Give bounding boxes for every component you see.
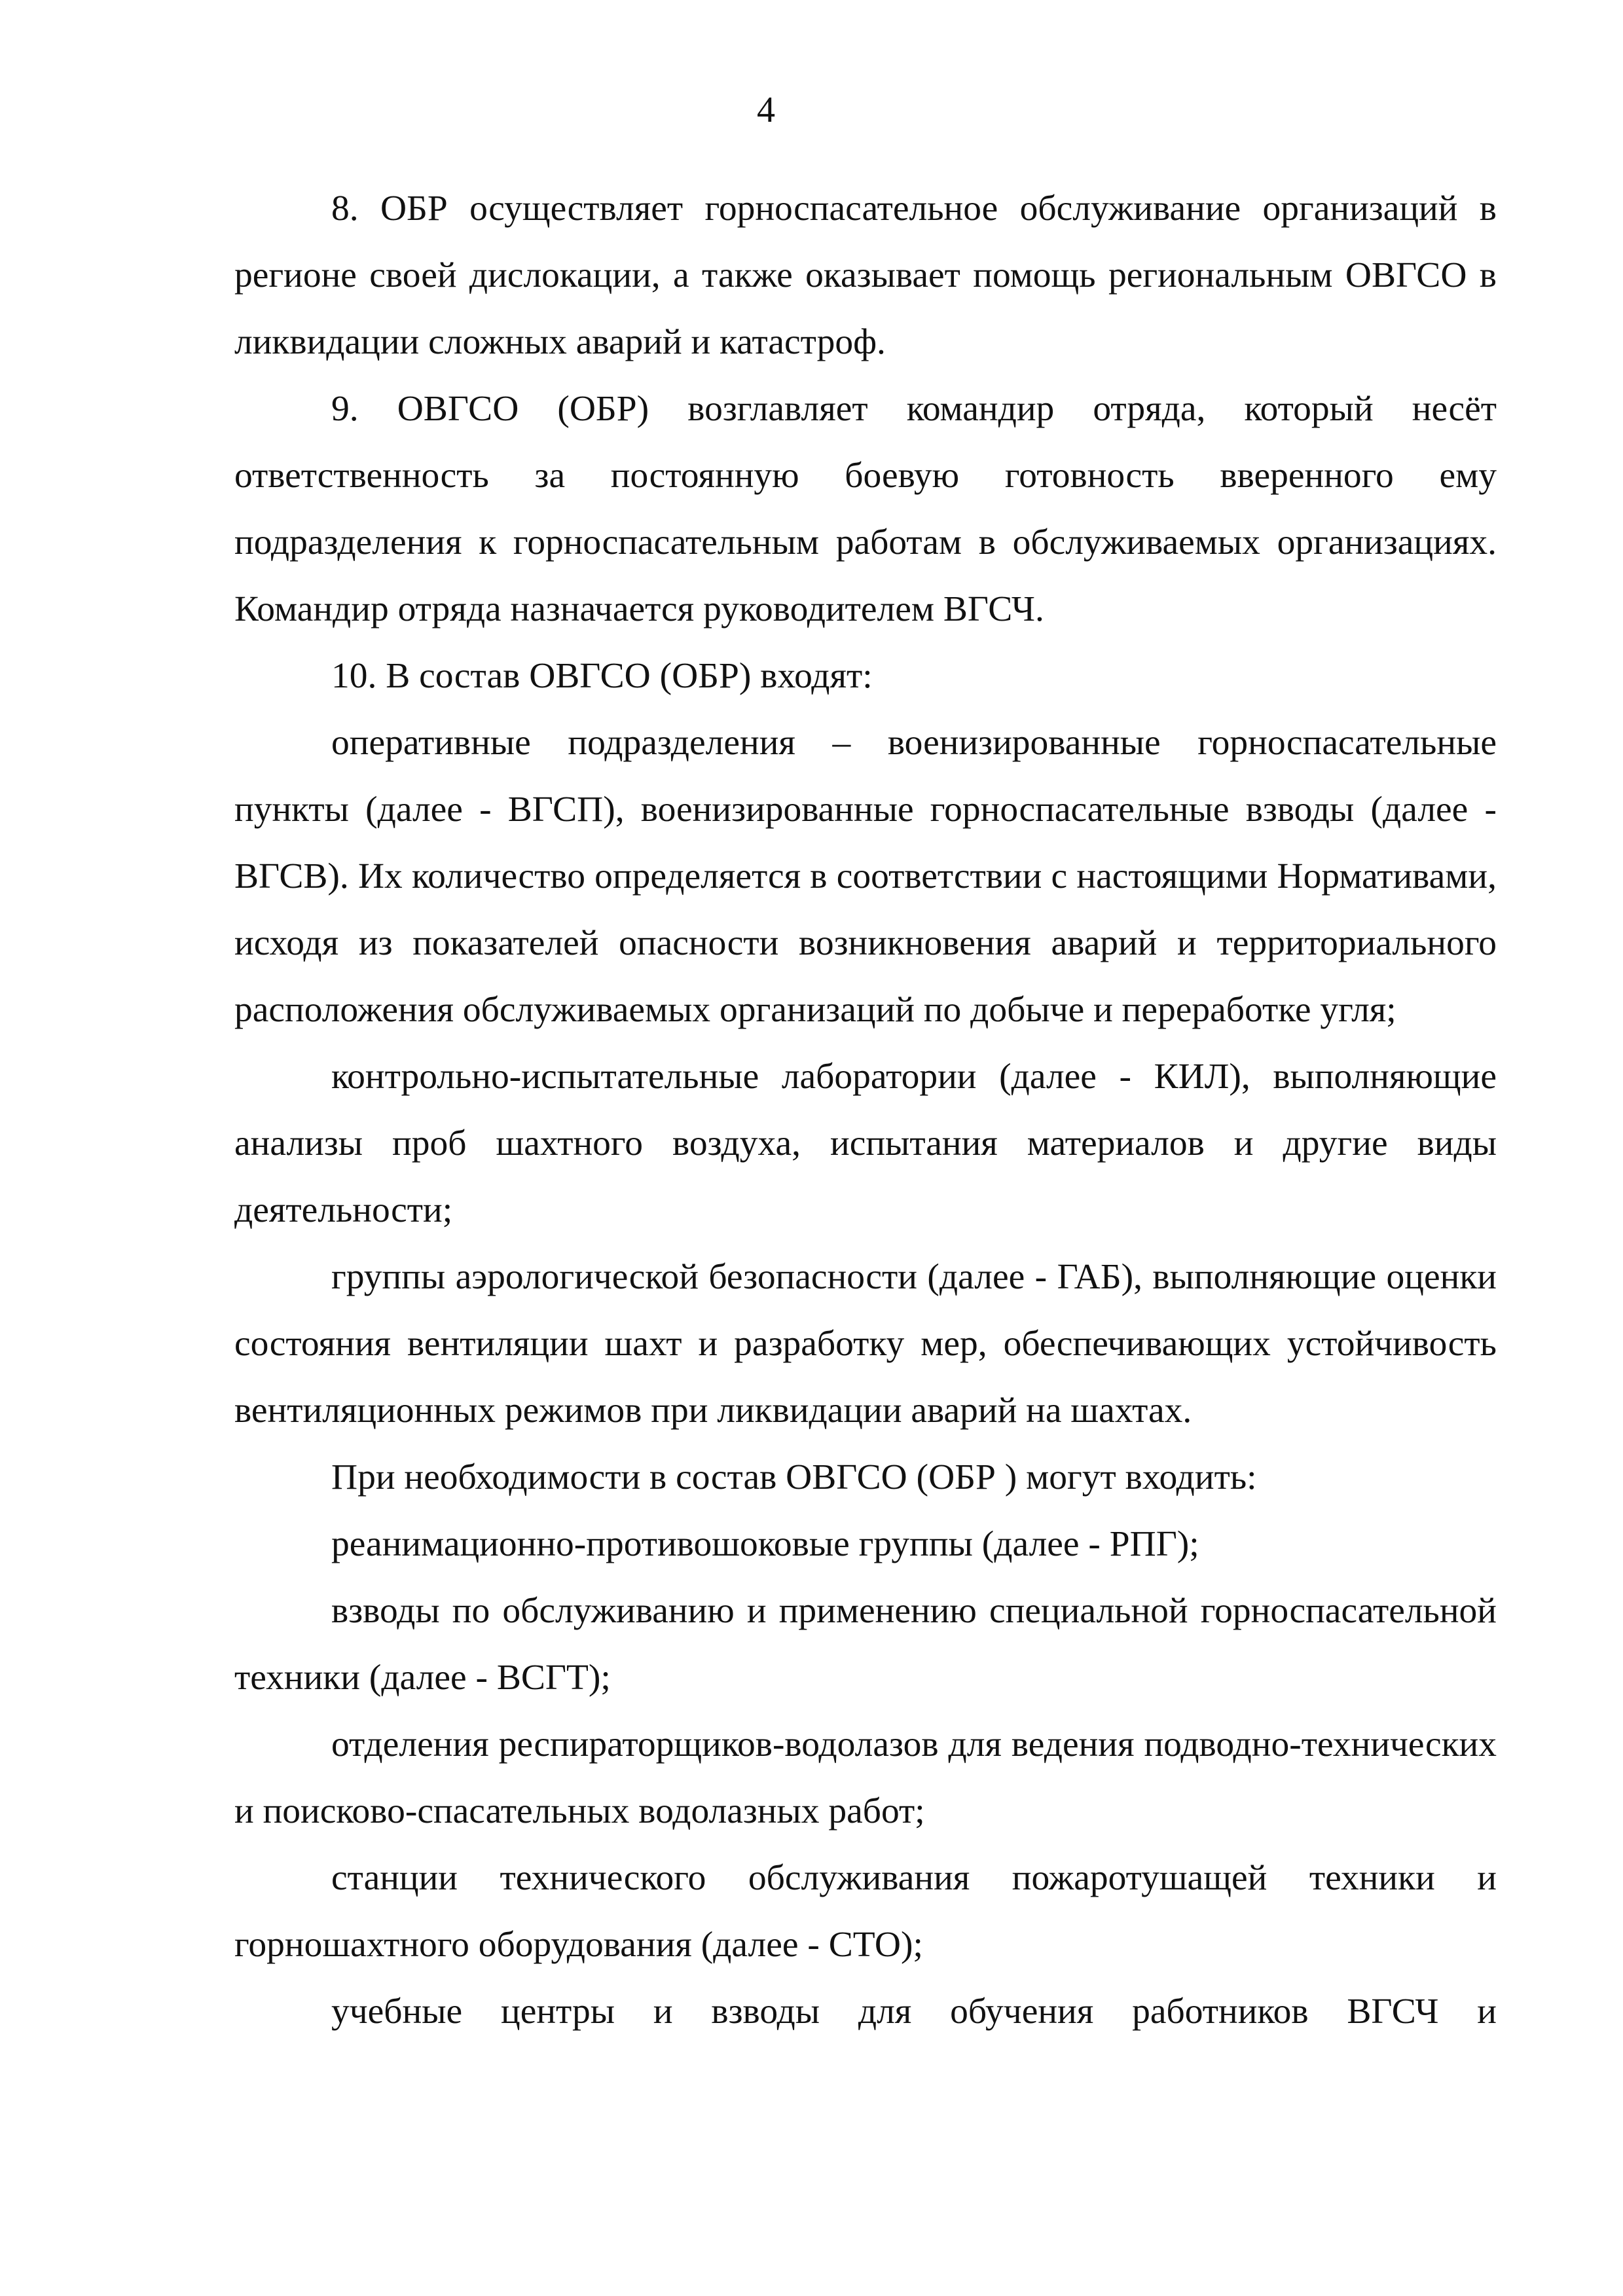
- list-item-resuscitation-groups: реанимационно-противошоковые группы (далее - РПГ);: [331, 1524, 1199, 1564]
- paragraph-8: 8. ОБР осуществляет горноспасательное обслуживание организаций в регионе своей дислокации, а также оказывает помощь региональным ОВГСО в ликвидации сложных аварий и катастроф.: [234, 189, 1497, 362]
- optional-units-intro: При необходимости в состав ОВГСО (ОБР ) могут входить:: [331, 1457, 1257, 1497]
- list-item-diver-units: отделения респираторщиков-водолазов для ведения подводно-технических и поисково-спасательных водолазных работ;: [234, 1724, 1497, 1831]
- page-number: 4: [757, 90, 775, 130]
- paragraph-10: 10. В состав ОВГСО (ОБР) входят:: [331, 656, 873, 696]
- list-item-operational-units: оперативные подразделения – военизированные горноспасательные пункты (далее - ВГСП), военизированные горноспасательные взводы (далее - ВГСВ). Их количество определяется в соответствии с настоящими Нормативами, исходя из показателей опасности возникновения аварий и территориального расположения обслуживаемых организаций по добыче и переработке угля;: [234, 723, 1497, 1030]
- list-item-service-stations: станции технического обслуживания пожаротушащей техники и горношахтного оборудования (далее - СТО);: [234, 1858, 1497, 1965]
- list-item-training-centers: учебные центры и взводы для обучения работников ВГСЧ и: [331, 1992, 1497, 2032]
- document-body: [234, 175, 1497, 2045]
- list-item-test-laboratories: контрольно-испытательные лаборатории (далее - КИЛ), выполняющие анализы проб шахтного воздуха, испытания материалов и другие виды деятельности;: [234, 1057, 1497, 1230]
- paragraph-9: 9. ОВГСО (ОБР) возглавляет командир отряда, который несёт ответственность за постоянную боевую готовность вверенного ему подразделения к горноспасательным работам в обслуживаемых организациях. Командир отряда назначается руководителем ВГСЧ.: [234, 389, 1497, 629]
- list-item-special-equipment-platoons: взводы по обслуживанию и применению специальной горноспасательной техники (далее - ВСГТ);: [234, 1591, 1497, 1698]
- list-item-aerological-groups: группы аэрологической безопасности (далее - ГАБ), выполняющие оценки состояния вентиляции шахт и разработку мер, обеспечивающих устойчивость вентиляционных режимов при ликвидации аварий на шахтах.: [234, 1257, 1497, 1430]
